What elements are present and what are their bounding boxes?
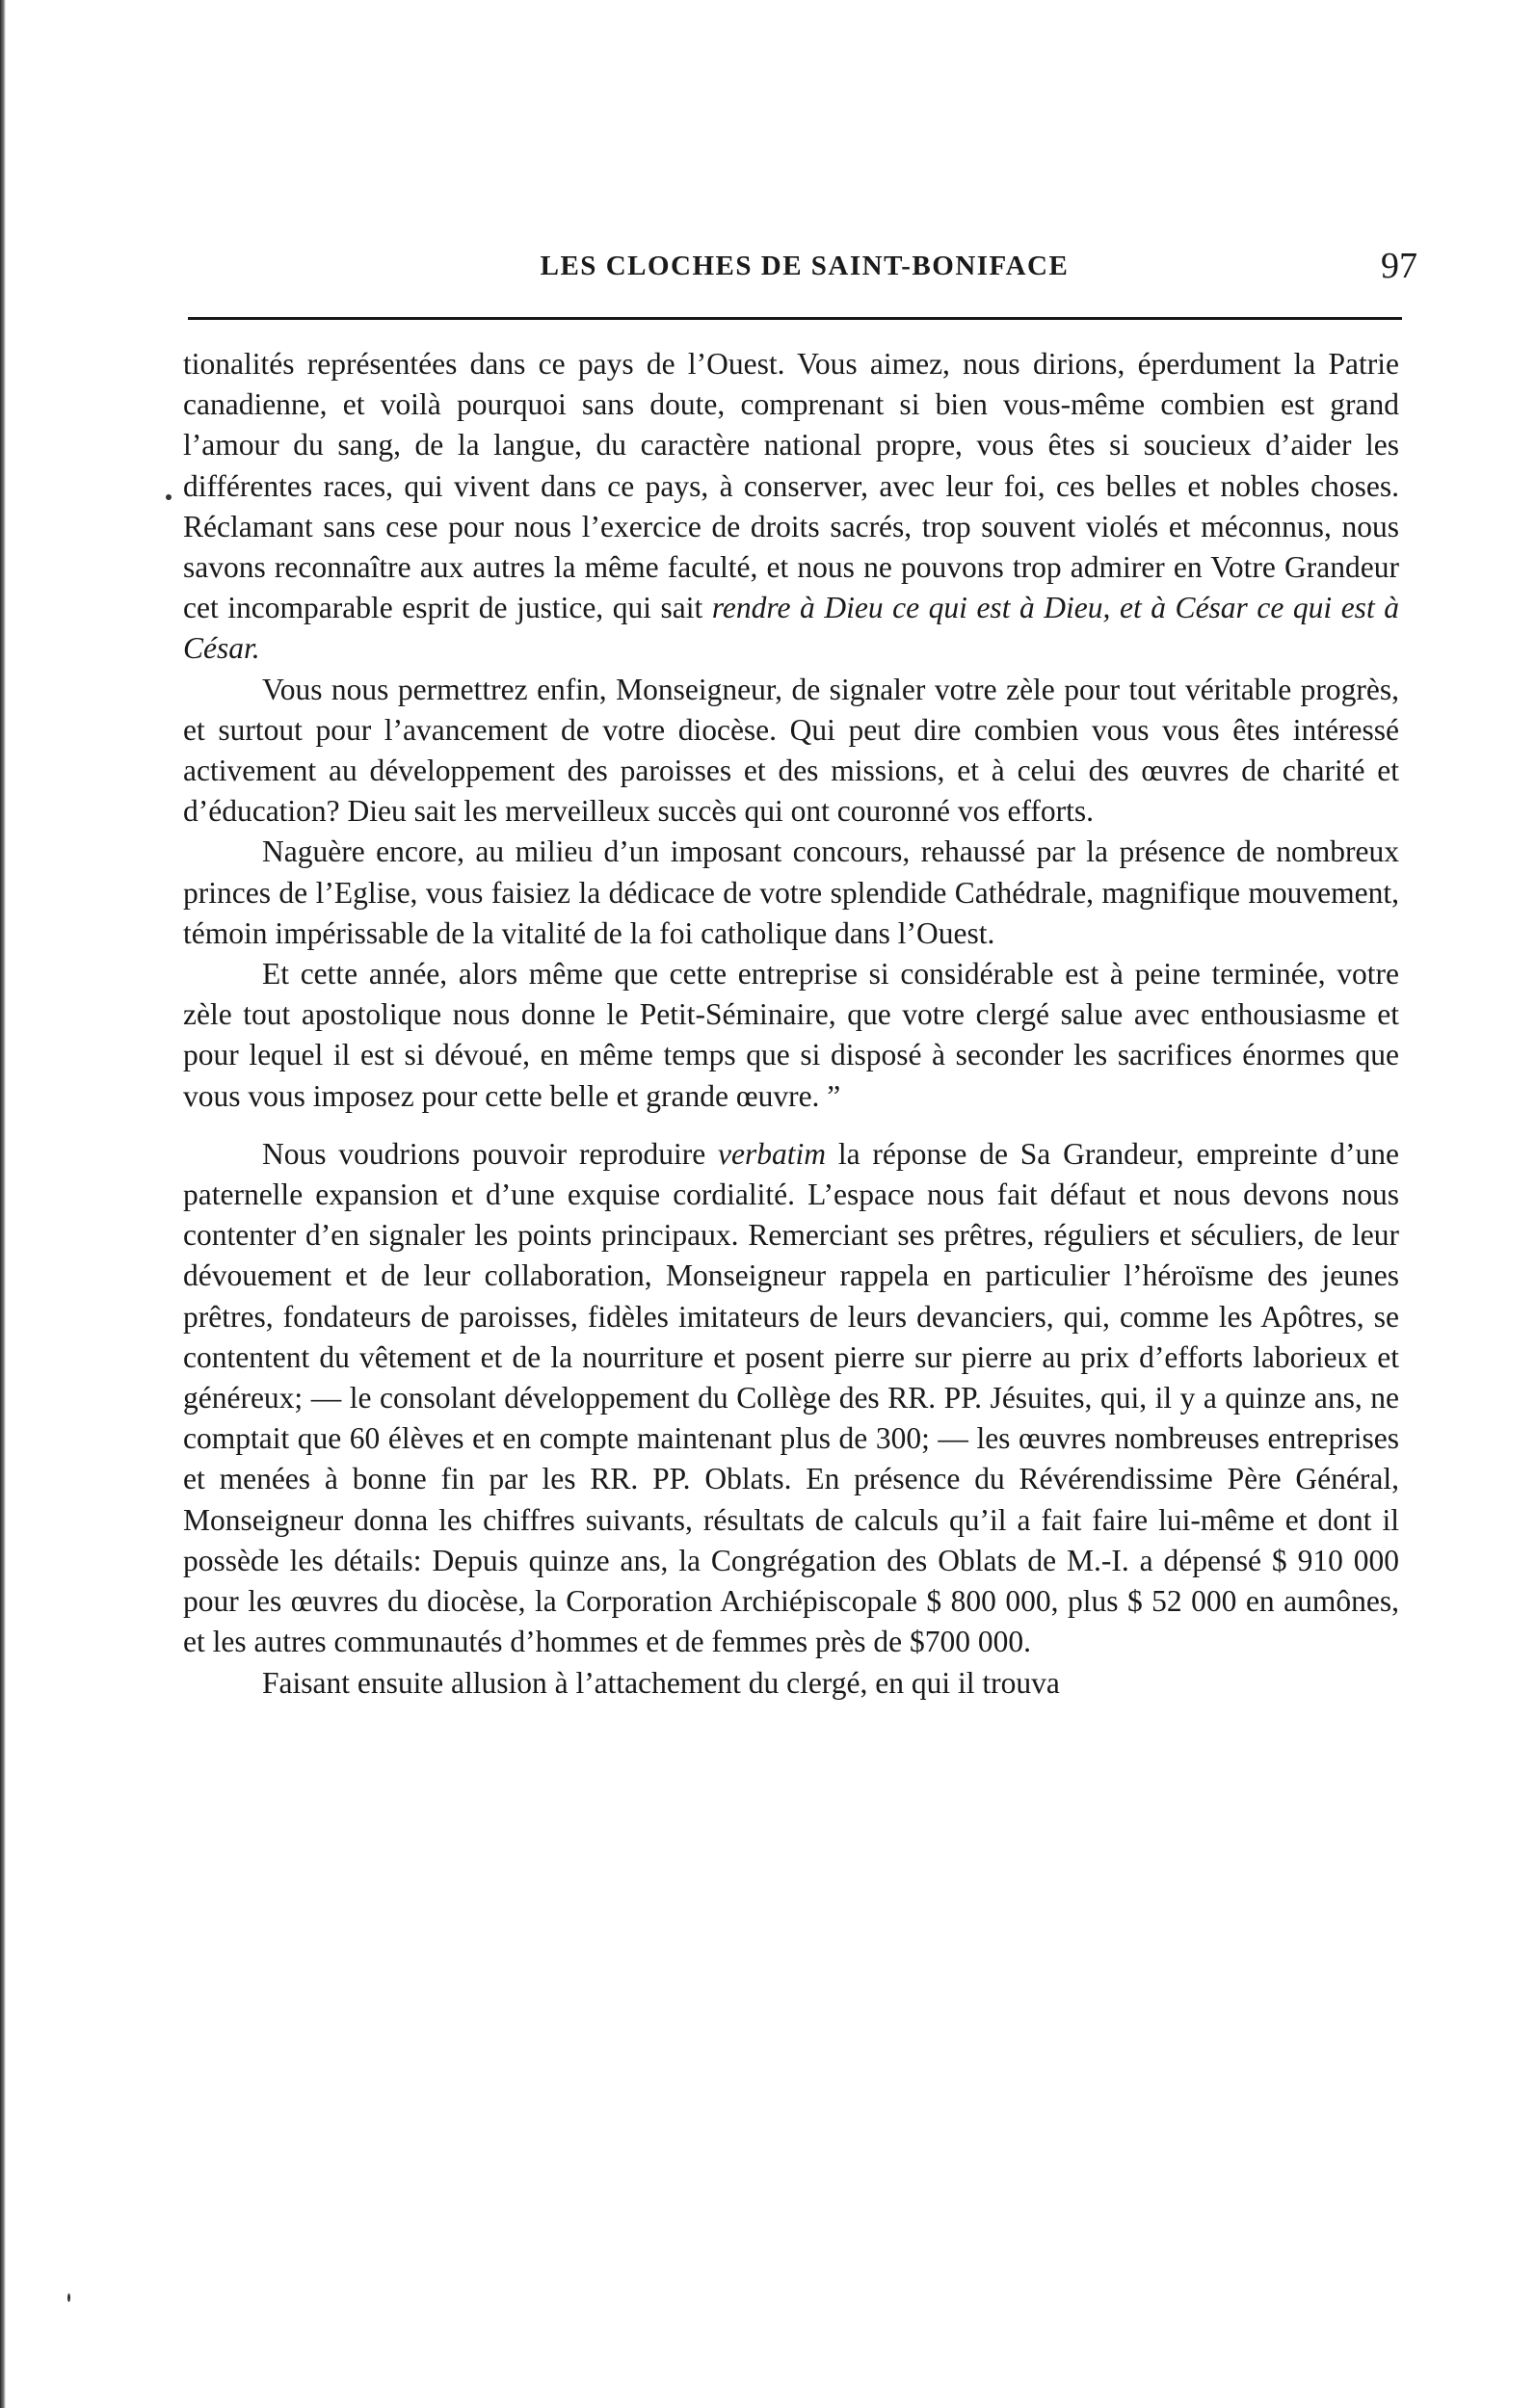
text-run: Et cette année, alors même que cette entreprise si considérable est à peine terminée, votre zèle tout apostolique nous donne le Petit-Séminaire, que votre clergé salue avec enthousiasme et pour lequel il est si dévoué, en même temps que si disposé à seconder les sacrifices énormes que vous vous imposez pour cette belle et grande œuvre. ”	[183, 957, 1399, 1113]
page-binding-edge	[0, 0, 6, 2408]
body-text	[183, 344, 1399, 1704]
text-run: la réponse de Sa Grandeur, empreinte d’une paternelle expansion et d’une exquise cordialité. L’espace nous fait défaut et nous devons nous contenter d’en signaler les points principaux. Remerciant ses prêtres, réguliers et séculiers, de leur dévouement et de leur collaboration, Monseigneur rappela en particulier l’héroïsme des jeunes prêtres, fondateurs de paroisses, fidèles imitateurs de leurs devanciers, qui, comme les Apôtres, se contentent du vêtement et de la nourriture et posent pierre sur pierre au prix d’efforts laborieux et généreux; — le consolant développement du Collège des RR. PP. Jésuites, qui, il y a quinze ans, ne comptait que 60 élèves et en compte maintenant plus de 300; — les œuvres nombreuses entreprises et menées à bonne fin par les RR. PP. Oblats. En présence du Révérendissime Père Général, Monseigneur donna les chiffres suivants, résultats de calculs qu’il a fait faire lui-même et dont il possède les détails: Depuis quinze ans, la Congrégation des Oblats de M.-I. a dépensé $ 910 000 pour les œuvres du diocèse, la Corporation Archiépiscopale $ 800 000, plus $ 52 000 en aumônes, et les autres communautés d’hommes et de femmes près de $700 000.	[183, 1136, 1400, 1659]
text-run: Vous nous permettrez enfin, Monseigneur, de signaler votre zèle pour tout véritable progrès, et surtout pour l’avancement de votre diocèse. Qui peut dire combien vous vous êtes intéressé activement au développement des paroisses et des missions, et à celui des œuvres de charité et d’éducation? Dieu sait les merveilleux succès qui ont couronné vos efforts.	[183, 672, 1399, 829]
header-rule	[188, 317, 1402, 320]
italic-text: rendre à Dieu ce qui est à Dieu, et à César ce qui est à César.	[183, 591, 1399, 666]
paragraph-p3	[183, 832, 1399, 954]
text-run: Nous voudrions pouvoir reproduire	[262, 1136, 719, 1171]
print-speck	[67, 2293, 70, 2302]
text-run: tionalités représentées dans ce pays de l’Ouest. Vous aimez, nous dirions, éperdument la Patrie canadienne, et voilà pourquoi sans doute, comprenant si bien vous-même combien est grand l’amour du sang, de la langue, du caractère national propre, vous êtes si soucieux d’aider les différentes races, qui vivent dans ce pays, à conserver, avec leur foi, ces belles et nobles choses. Réclamant sans cese pour nous l’exercice de droits sacrés, trop souvent violés et méconnus, nous savons reconnaître aux autres la même faculté, et nous ne pouvons trop admirer en Votre Grandeur cet incomparable esprit de justice, qui sait	[183, 347, 1399, 625]
running-title: LES CLOCHES DE SAINT-BONIFACE	[540, 251, 1070, 281]
paragraph-p6	[183, 1663, 1399, 1704]
page-number: 97	[1381, 246, 1417, 286]
text-run: Faisant ensuite allusion à l’attachement du clergé, en qui il trouva	[262, 1665, 1060, 1700]
paragraph-p5	[183, 1134, 1399, 1663]
paragraph-p1	[183, 344, 1399, 670]
italic-text: verbatim	[718, 1136, 827, 1171]
print-speck	[166, 494, 172, 500]
paragraph-p4	[183, 954, 1399, 1117]
text-run: Naguère encore, au milieu d’un imposant concours, rehaussé par la présence de nombreux princes de l’Eglise, vous faisiez la dédicace de votre splendide Cathédrale, magnifique mouvement, témoin impérissable de la vitalité de la foi catholique dans l’Ouest.	[183, 834, 1399, 950]
paragraph-p2	[183, 670, 1399, 833]
page-header	[188, 246, 1421, 297]
